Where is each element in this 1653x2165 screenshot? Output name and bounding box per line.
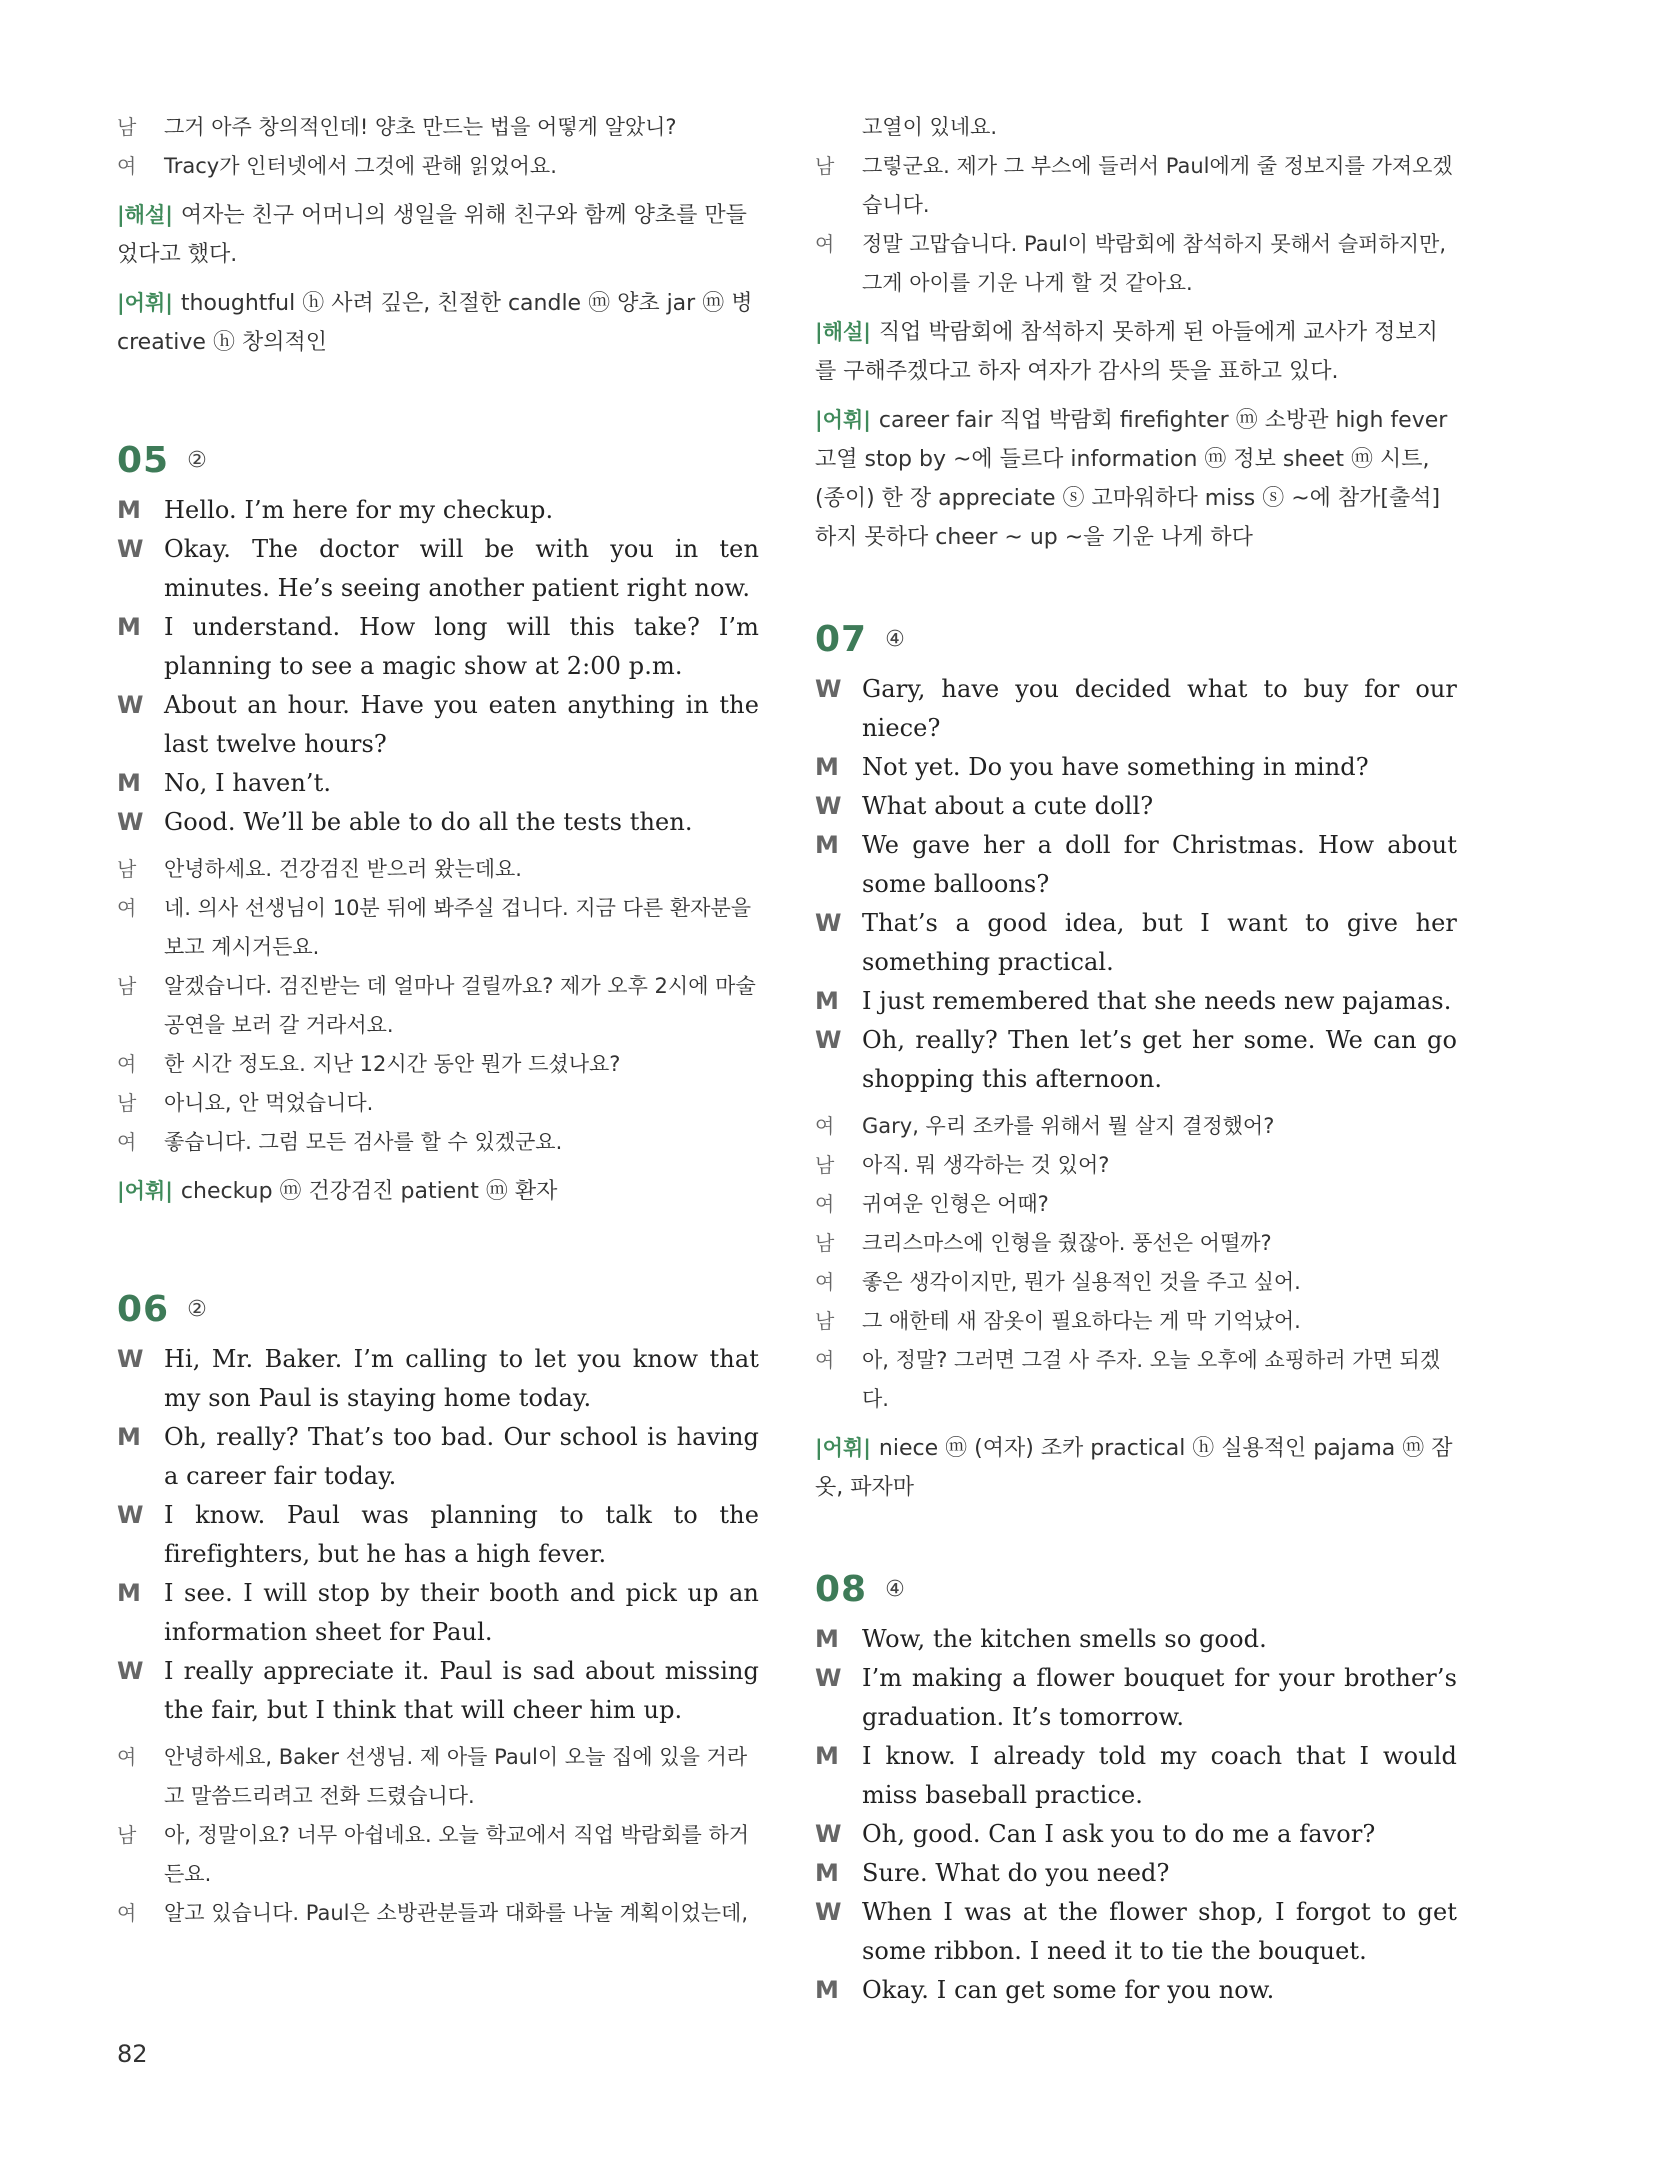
dialogue-line	[117, 108, 759, 147]
vocabulary-note	[815, 401, 1457, 557]
vocabulary-note	[117, 1172, 759, 1211]
dialogue-text: Hello. I’m here for my checkup.	[164, 496, 554, 524]
dialogue-line	[815, 787, 1457, 826]
dialogue-line	[815, 1224, 1457, 1263]
speaker-label: W	[815, 1664, 842, 1692]
answer-marker: ②	[187, 1297, 207, 1322]
speaker-label: 남	[815, 154, 835, 178]
dialogue-line	[815, 1620, 1457, 1659]
dialogue-text: 귀여운 인형은 어때?	[862, 1192, 1049, 1216]
dialogue-line	[117, 889, 759, 967]
dialogue-text: I’m making a flower bouquet for your brother’s graduation. It’s tomorrow.	[862, 1664, 1457, 1731]
speaker-label: M	[815, 1859, 839, 1887]
dialogue-text: 아니요, 안 먹었습니다.	[164, 1091, 374, 1115]
dialogue-text: 알겠습니다. 검진받는 데 얼마나 걸릴까요? 제가 오후 2시에 마술 공연을 보러 갈 거라서요.	[164, 974, 756, 1037]
korean-dialogue	[815, 1107, 1457, 1419]
question-header	[815, 1569, 1457, 1610]
dialogue-line	[117, 1894, 759, 1933]
speaker-label: M	[815, 753, 839, 781]
dialogue-text: 안녕하세요. 건강검진 받으러 왔는데요.	[164, 857, 522, 881]
vocabulary-note	[815, 1429, 1457, 1507]
note-label: |어휘|	[117, 1179, 173, 1203]
note-text: 직업 박람회에 참석하지 못하게 된 아들에게 교사가 정보지를 구해주겠다고 하자 여자가 감사의 뜻을 표하고 있다.	[815, 320, 1438, 384]
dialogue-line	[117, 147, 759, 186]
speaker-label: M	[117, 613, 141, 641]
speaker-label: M	[117, 496, 141, 524]
question-number: 08	[815, 1569, 868, 1610]
dialogue-line	[117, 530, 759, 608]
dialogue-line	[117, 967, 759, 1045]
dialogue-text: I just remembered that she needs new pajamas.	[862, 987, 1452, 1015]
dialogue-text: No, I haven’t.	[164, 769, 332, 797]
speaker-label: 여	[117, 154, 137, 178]
speaker-label: W	[117, 535, 144, 563]
dialogue-line	[815, 1815, 1457, 1854]
dialogue-line	[117, 803, 759, 842]
left-column	[117, 108, 759, 1933]
question-number: 05	[117, 440, 170, 481]
dialogue-line	[117, 850, 759, 889]
dialogue-text: I know. I already told my coach that I would miss baseball practice.	[862, 1742, 1457, 1809]
dialogue-line	[117, 1816, 759, 1894]
dialogue-line	[815, 1107, 1457, 1146]
note-label: |해설|	[815, 320, 871, 344]
english-dialogue	[117, 491, 759, 842]
answer-marker: ④	[885, 627, 905, 652]
dialogue-text: Okay. I can get some for you now.	[862, 1976, 1275, 2004]
speaker-label: 남	[815, 1231, 835, 1255]
dialogue-text: Oh, really? Then let’s get her some. We can go shopping this afternoon.	[862, 1026, 1457, 1093]
korean-dialogue-continued	[815, 108, 1457, 303]
speaker-label: W	[815, 1026, 842, 1054]
speaker-label: 여	[815, 1114, 835, 1138]
dialogue-text: Good. We’ll be able to do all the tests then.	[164, 808, 693, 836]
note-text: 여자는 친구 어머니의 생일을 위해 친구와 함께 양초를 만들었다고 했다.	[117, 203, 747, 267]
dialogue-line	[815, 1263, 1457, 1302]
dialogue-line	[815, 1737, 1457, 1815]
dialogue-text: 그 애한테 새 잠옷이 필요하다는 게 막 기억났어.	[862, 1309, 1301, 1333]
dialogue-line	[117, 1084, 759, 1123]
dialogue-text: 그거 아주 창의적인데! 양초 만드는 법을 어떻게 알았니?	[164, 115, 677, 139]
dialogue-line	[815, 1893, 1457, 1971]
speaker-label: W	[815, 1820, 842, 1848]
answer-marker: ②	[187, 448, 207, 473]
note-text: thoughtful ⓗ 사려 깊은, 친절한 candle ⓜ 양초 jar ⓜ 병 creative ⓗ 창의적인	[117, 291, 753, 355]
dialogue-line	[815, 904, 1457, 982]
dialogue-text: Hi, Mr. Baker. I’m calling to let you know that my son Paul is staying home today.	[164, 1345, 759, 1412]
question-number: 07	[815, 619, 868, 660]
dialogue-line	[815, 982, 1457, 1021]
speaker-label: 남	[117, 115, 137, 139]
korean-dialogue	[117, 850, 759, 1162]
answer-marker: ④	[885, 1577, 905, 1602]
explanation-note	[117, 196, 759, 274]
english-dialogue	[815, 670, 1457, 1099]
dialogue-line	[815, 1302, 1457, 1341]
dialogue-line	[815, 1146, 1457, 1185]
english-dialogue	[815, 1620, 1457, 2010]
dialogue-text: 아, 정말? 그러면 그걸 사 주자. 오늘 오후에 쇼핑하러 가면 되겠다.	[862, 1348, 1441, 1411]
speaker-label: 여	[815, 1348, 835, 1372]
dialogue-line	[815, 826, 1457, 904]
dialogue-text: Okay. The doctor will be with you in ten minutes. He’s seeing another patient right now.	[164, 535, 759, 602]
speaker-label: M	[117, 1579, 141, 1607]
dialogue-text: Not yet. Do you have something in mind?	[862, 753, 1369, 781]
dialogue-text: I see. I will stop by their booth and pick up an information sheet for Paul.	[164, 1579, 759, 1646]
speaker-label: 남	[117, 1823, 137, 1847]
dialogue-text: 크리스마스에 인형을 줬잖아. 풍선은 어떨까?	[862, 1231, 1272, 1255]
speaker-label: 남	[117, 974, 137, 998]
right-column	[815, 108, 1457, 2010]
speaker-label: 여	[815, 232, 835, 256]
speaker-label: M	[815, 1625, 839, 1653]
speaker-label: 여	[117, 1745, 137, 1769]
dialogue-line	[815, 1854, 1457, 1893]
dialogue-text: Oh, really? That’s too bad. Our school is having a career fair today.	[164, 1423, 759, 1490]
dialogue-text: 그렇군요. 제가 그 부스에 들러서 Paul에게 줄 정보지를 가져오겠습니다.	[862, 154, 1453, 217]
dialogue-line	[815, 748, 1457, 787]
dialogue-line	[815, 108, 1457, 147]
dialogue-text: I know. Paul was planning to talk to the firefighters, but he has a high fever.	[164, 1501, 759, 1568]
note-label: |해설|	[117, 203, 173, 227]
dialogue-text: 네. 의사 선생님이 10분 뒤에 봐주실 겁니다. 지금 다른 환자분을 보고 계시거든요.	[164, 896, 752, 959]
dialogue-text: When I was at the flower shop, I forgot to get some ribbon. I need it to tie the bouquet.	[862, 1898, 1457, 1965]
dialogue-text: About an hour. Have you eaten anything in the last twelve hours?	[164, 691, 759, 758]
question-number: 06	[117, 1289, 170, 1330]
dialogue-text: 좋은 생각이지만, 뭔가 실용적인 것을 주고 싶어.	[862, 1270, 1301, 1294]
korean-dialogue	[117, 1738, 759, 1933]
dialogue-text: 알고 있습니다. Paul은 소방관분들과 대화를 나눌 계획이었는데,	[164, 1901, 748, 1925]
speaker-label: 남	[815, 1309, 835, 1333]
dialogue-line	[117, 1652, 759, 1730]
speaker-label: W	[117, 1345, 144, 1373]
question-header	[117, 1289, 759, 1330]
speaker-label: 여	[815, 1192, 835, 1216]
intro-korean-dialogue	[117, 108, 759, 186]
dialogue-line	[117, 1738, 759, 1816]
note-label: |어휘|	[117, 291, 173, 315]
speaker-label: 남	[117, 1091, 137, 1115]
dialogue-text: 고열이 있네요.	[862, 115, 998, 139]
dialogue-text: I really appreciate it. Paul is sad about missing the fair, but I think that will cheer him up.	[164, 1657, 759, 1724]
speaker-label: M	[815, 1742, 839, 1770]
dialogue-text: 한 시간 정도요. 지난 12시간 동안 뭔가 드셨나요?	[164, 1052, 621, 1076]
dialogue-line	[815, 225, 1457, 303]
note-text: niece ⓜ (여자) 조카 practical ⓗ 실용적인 pajama ⓜ 잠옷, 파자마	[815, 1436, 1453, 1500]
dialogue-line	[117, 764, 759, 803]
dialogue-text: 안녕하세요, Baker 선생님. 제 아들 Paul이 오늘 집에 있을 거라고 말씀드리려고 전화 드렸습니다.	[164, 1745, 748, 1808]
note-text: career fair 직업 박람회 firefighter ⓜ 소방관 high fever 고열 stop by ~에 들르다 information ⓜ 정보 sheet ⓜ 시트, (종이) 한 장 appreciate ⓢ 고마워하다 miss ⓢ ~에 참가[출석]하지 못하다 cheer ~ up ~을 기운 나게 하다	[815, 408, 1448, 550]
dialogue-line	[815, 147, 1457, 225]
speaker-label: W	[117, 808, 144, 836]
speaker-label: W	[815, 1898, 842, 1926]
speaker-label: 여	[117, 1130, 137, 1154]
dialogue-text: Oh, good. Can I ask you to do me a favor?	[862, 1820, 1376, 1848]
speaker-label: W	[815, 675, 842, 703]
vocabulary-note	[117, 284, 759, 362]
dialogue-line	[117, 1574, 759, 1652]
speaker-label: 여	[117, 1052, 137, 1076]
dialogue-text: I understand. How long will this take? I’m planning to see a magic show at 2:00 p.m.	[164, 613, 759, 680]
dialogue-text: 아직. 뭐 생각하는 것 있어?	[862, 1153, 1110, 1177]
dialogue-text: Wow, the kitchen smells so good.	[862, 1625, 1267, 1653]
speaker-label: W	[815, 792, 842, 820]
dialogue-text: What about a cute doll?	[862, 792, 1154, 820]
dialogue-line	[117, 608, 759, 686]
speaker-label: M	[815, 1976, 839, 2004]
dialogue-line	[117, 686, 759, 764]
speaker-label: 남	[815, 1153, 835, 1177]
speaker-label: W	[117, 691, 144, 719]
speaker-label: 남	[117, 857, 137, 881]
note-label: |어휘|	[815, 1436, 871, 1460]
dialogue-line	[815, 670, 1457, 748]
dialogue-line	[117, 1045, 759, 1084]
dialogue-line	[117, 491, 759, 530]
speaker-label: M	[815, 831, 839, 859]
speaker-label: 여	[117, 1901, 137, 1925]
dialogue-line	[815, 1021, 1457, 1099]
dialogue-text: 아, 정말이요? 너무 아쉽네요. 오늘 학교에서 직업 박람회를 하거든요.	[164, 1823, 750, 1886]
dialogue-line	[815, 1341, 1457, 1419]
dialogue-line	[815, 1971, 1457, 2010]
speaker-label: 여	[815, 1270, 835, 1294]
dialogue-line	[117, 1340, 759, 1418]
dialogue-text: 정말 고맙습니다. Paul이 박람회에 참석하지 못해서 슬퍼하지만, 그게 아이를 기운 나게 할 것 같아요.	[862, 232, 1446, 295]
speaker-label: M	[117, 769, 141, 797]
dialogue-text: That’s a good idea, but I want to give her something practical.	[862, 909, 1457, 976]
note-label: |어휘|	[815, 408, 871, 432]
dialogue-text: Tracy가 인터넷에서 그것에 관해 읽었어요.	[164, 154, 557, 178]
dialogue-line	[117, 1123, 759, 1162]
explanation-note	[815, 313, 1457, 391]
dialogue-line	[117, 1418, 759, 1496]
speaker-label: M	[815, 987, 839, 1015]
dialogue-text: Gary, 우리 조카를 위해서 뭘 살지 결정했어?	[862, 1114, 1275, 1138]
note-text: checkup ⓜ 건강검진 patient ⓜ 환자	[180, 1179, 558, 1204]
speaker-label: 여	[117, 896, 137, 920]
dialogue-text: Sure. What do you need?	[862, 1859, 1170, 1887]
page-number: 82	[117, 2040, 148, 2068]
dialogue-text: Gary, have you decided what to buy for our niece?	[862, 675, 1457, 742]
dialogue-line	[117, 1496, 759, 1574]
speaker-label: M	[117, 1423, 141, 1451]
dialogue-text: 좋습니다. 그럼 모든 검사를 할 수 있겠군요.	[164, 1130, 563, 1154]
dialogue-text: We gave her a doll for Christmas. How about some balloons?	[862, 831, 1457, 898]
question-header	[815, 619, 1457, 660]
english-dialogue	[117, 1340, 759, 1730]
dialogue-line	[815, 1659, 1457, 1737]
speaker-label: W	[117, 1501, 144, 1529]
dialogue-line	[815, 1185, 1457, 1224]
speaker-label: W	[815, 909, 842, 937]
speaker-label: W	[117, 1657, 144, 1685]
question-header	[117, 440, 759, 481]
